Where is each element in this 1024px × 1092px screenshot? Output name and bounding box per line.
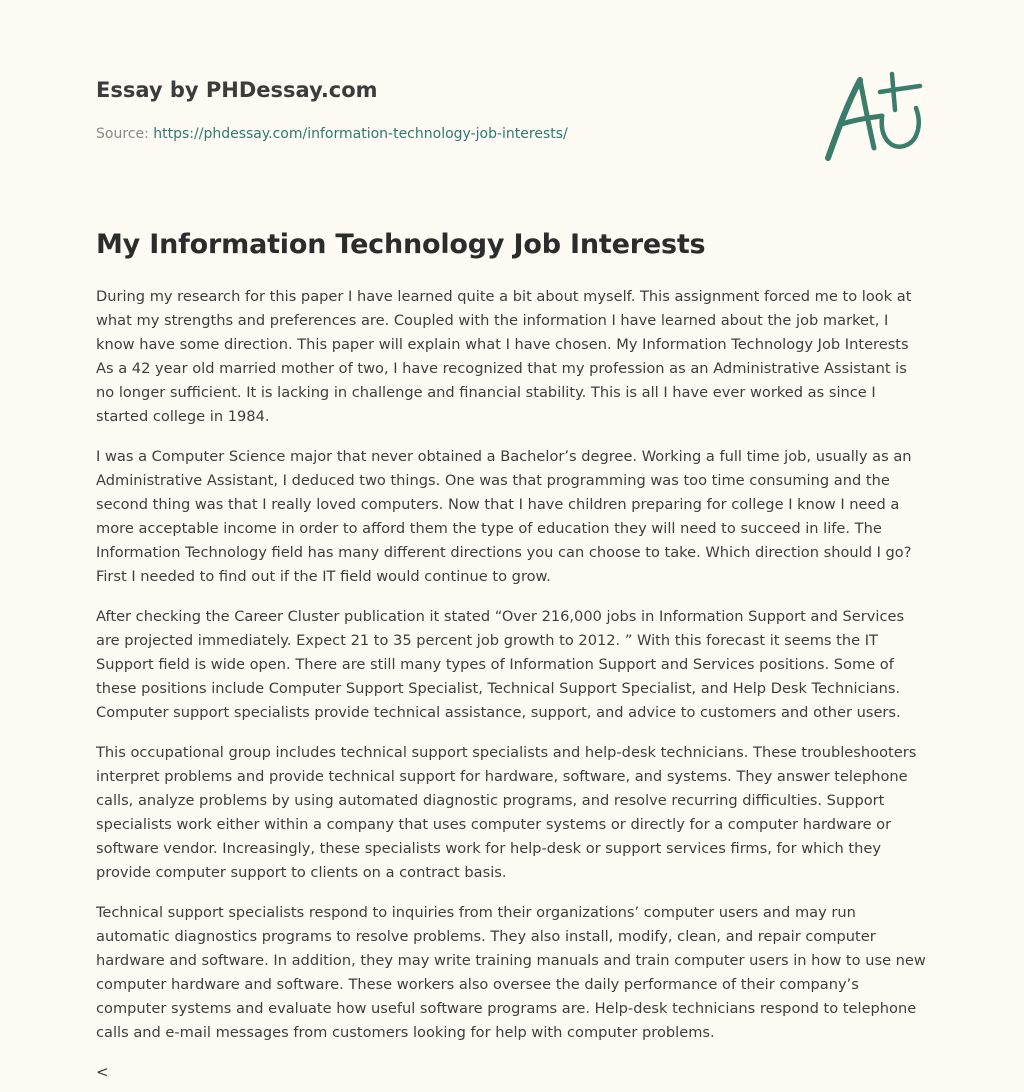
more-marker: <: [96, 1063, 109, 1081]
essay-header: [96, 76, 796, 144]
site-title: Essay by PHDessay.com: [96, 78, 378, 102]
a-plus-grade-icon: [820, 66, 930, 166]
source-line: [96, 124, 796, 144]
article-title: My Information Technology Job Interests: [96, 229, 706, 260]
article-paragraph: Technical support specialists respond to inquiries from their organizations’ computer users and may run automatic diagnostics programs to resolve problems. They also install, modify, clean, and repair computer hardware and software. In addition, they may write training manuals and train computer users in how to use new computer hardware and software. These workers also oversee the daily performance of their company’s computer systems and evaluate how useful software programs are. Help-desk technicians respond to telephone calls and e-mail messages from customers looking for help with computer problems.: [96, 904, 926, 1041]
article-paragraph: After checking the Career Cluster publication it stated “Over 216,000 jobs in Information Support and Services are projected immediately. Expect 21 to 35 percent job growth to 2012. ” With this forecast it seems the IT Support field is wide open. There are still many types of Information Support and Services positions. Some of these positions include Computer Support Specialist, Technical Support Specialist, and Help Desk Technicians. Computer support specialists provide technical assistance, support, and advice to customers and other users.: [96, 608, 905, 721]
article-paragraph: I was a Computer Science major that never obtained a Bachelor’s degree. Working a full time job, usually as an Administrative Assistant, I deduced two things. One was that programming was too time consuming and the second thing was that I really loved computers. Now that I have children preparing for college I know I need a more acceptable income in order to afford them the type of education they will need to succeed in life. The Information Technology field has many different directions you can choose to take. Which direction should I go? First I needed to find out if the IT field would continue to grow.: [96, 448, 912, 585]
article-body: [96, 285, 928, 1061]
source-link[interactable]: https://phdessay.com/information-technology-job-interests/: [153, 126, 568, 142]
article-paragraph: During my research for this paper I have learned quite a bit about myself. This assignment forced me to look at what my strengths and preferences are. Coupled with the information I have learned about the job market, I know have some direction. This paper will explain what I have chosen. My Information Technology Job Interests As a 42 year old married mother of two, I have recognized that my profession as an Administrative Assistant is no longer sufficient. It is lacking in challenge and financial stability. This is all I have ever worked as since I started college in 1984.: [96, 288, 912, 425]
article-paragraph: This occupational group includes technical support specialists and help-desk technicians. These troubleshooters interpret problems and provide technical support for hardware, software, and systems. They answer telephone calls, analyze problems by using automated diagnostic programs, and resolve recurring difficulties. Support specialists work either within a company that uses computer systems or directly for a computer hardware or software vendor. Increasingly, these specialists work for help-desk or support services firms, for which they provide computer support to clients on a contract basis.: [96, 744, 917, 881]
source-label: Source:: [96, 126, 149, 142]
